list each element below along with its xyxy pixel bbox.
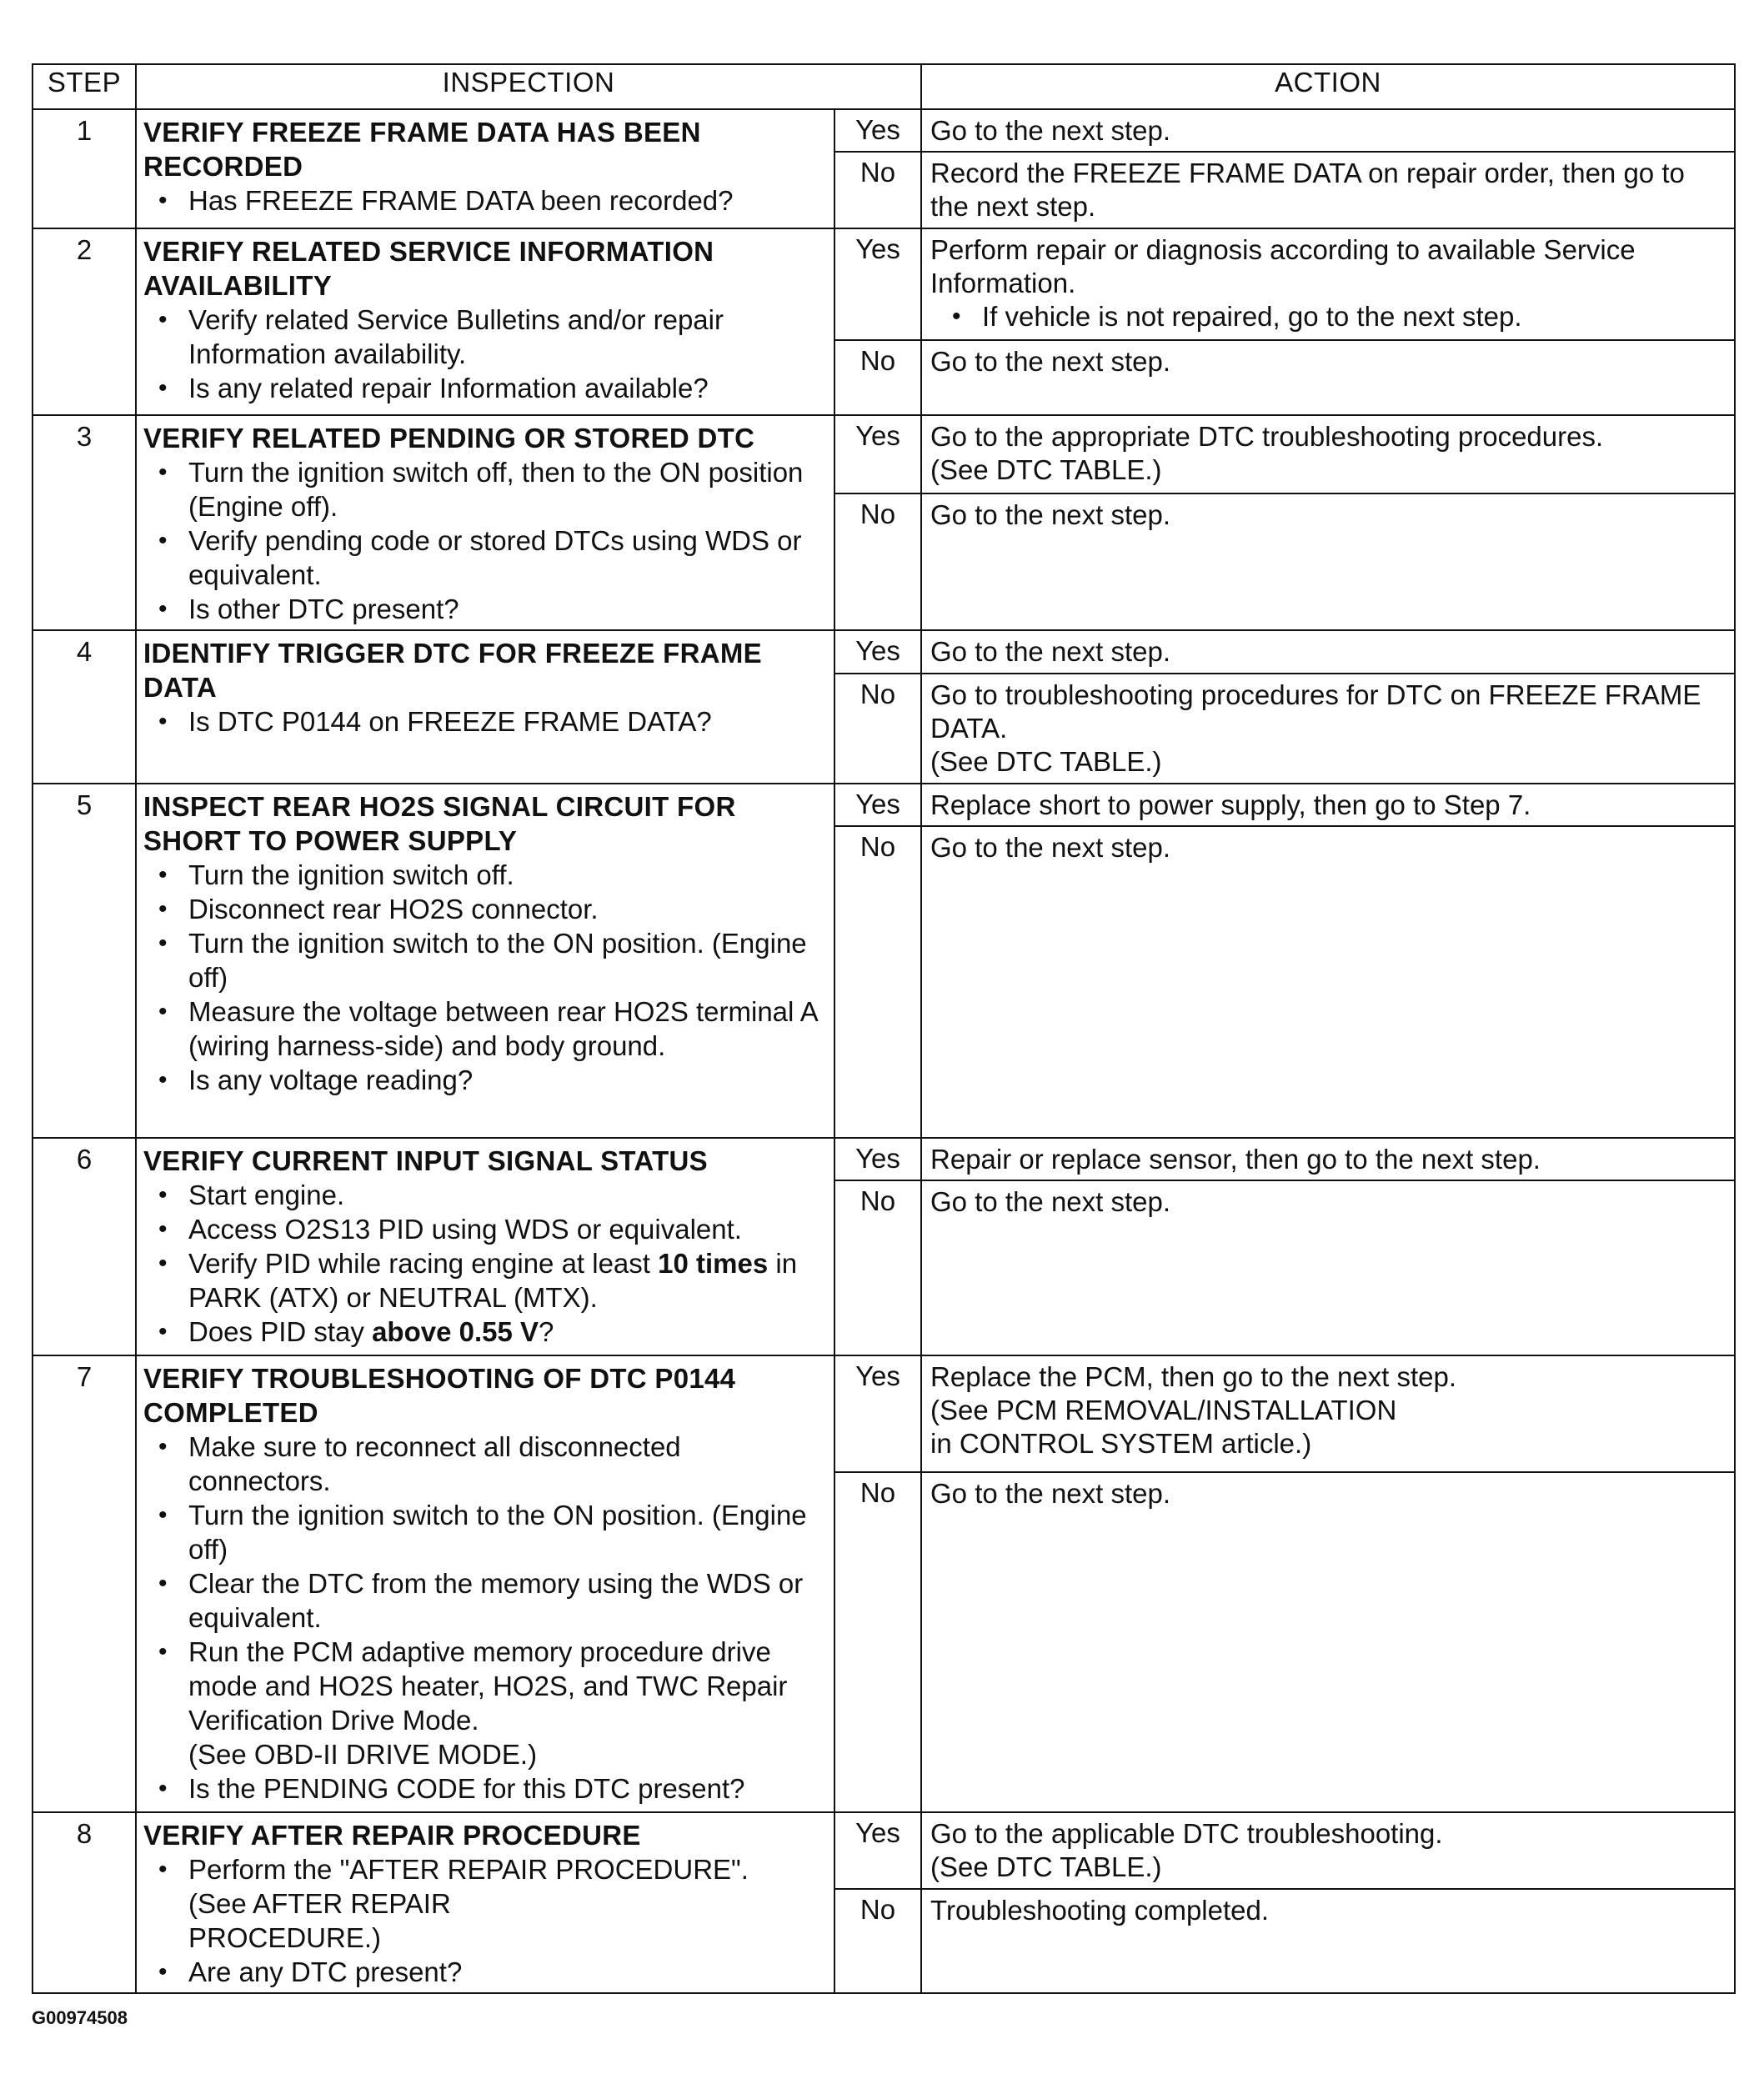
inspection-title: VERIFY CURRENT INPUT SIGNAL STATUS bbox=[143, 1145, 708, 1176]
yes-label: Yes bbox=[834, 784, 921, 826]
inspection-cell bbox=[136, 109, 834, 228]
bullet-item: • Turn the ignition switch to the ON position. (Engine off) bbox=[188, 926, 827, 994]
bullet-item: • Is DTC P0144 on FREEZE FRAME DATA? bbox=[188, 704, 827, 739]
yes-action bbox=[921, 1812, 1735, 1889]
table-row bbox=[33, 1355, 1735, 1472]
no-action bbox=[921, 493, 1735, 630]
bullet-item: • Measure the voltage between rear HO2S terminal A (wiring harness-side) and body ground. bbox=[188, 994, 827, 1063]
yes-action-text: Replace the PCM, then go to the next step. (See PCM REMOVAL/INSTALLATION in CONTROL SYSTEM article.) bbox=[930, 1361, 1457, 1459]
table-row bbox=[33, 630, 1735, 674]
no-action bbox=[921, 152, 1735, 228]
bullet-emphasis: above 0.55 V bbox=[372, 1316, 539, 1347]
yes-action bbox=[921, 109, 1735, 152]
yes-action-text: Go to the appropriate DTC troubleshooting procedures. (See DTC TABLE.) bbox=[930, 421, 1604, 485]
yes-label: Yes bbox=[834, 1355, 921, 1472]
bullet-item: • Has FREEZE FRAME DATA been recorded? bbox=[188, 183, 827, 218]
yes-action-text: Replace short to power supply, then go to Step 7. bbox=[930, 789, 1531, 820]
inspection-bullets bbox=[143, 183, 827, 218]
yes-action bbox=[921, 1138, 1735, 1180]
table-row bbox=[33, 415, 1735, 493]
inspection-cell bbox=[136, 630, 834, 784]
inspection-bullets bbox=[143, 1178, 827, 1349]
inspection-title: VERIFY RELATED SERVICE INFORMATION AVAILABILITY bbox=[143, 236, 714, 301]
bullet-item: • Access O2S13 PID using WDS or equivalent. bbox=[188, 1212, 827, 1246]
table-header-row bbox=[33, 64, 1735, 109]
yes-label: Yes bbox=[834, 415, 921, 493]
bullet-text: in PARK (ATX) or NEUTRAL (MTX). bbox=[188, 1248, 798, 1313]
bullet-item: • Turn the ignition switch to the ON position. (Engine off) bbox=[188, 1498, 827, 1566]
diagnostic-procedure-sheet bbox=[32, 63, 1734, 1994]
inspection-title: INSPECT REAR HO2S SIGNAL CIRCUIT FOR SHORT TO POWER SUPPLY bbox=[143, 791, 736, 856]
yes-action-text: Go to the next step. bbox=[930, 115, 1171, 146]
inspection-bullets bbox=[143, 1852, 827, 1989]
bullet-item: • Turn the ignition switch off. bbox=[188, 858, 827, 892]
inspection-cell bbox=[136, 1355, 834, 1812]
yes-action-text: Go to the applicable DTC troubleshooting. (See DTC TABLE.) bbox=[930, 1818, 1443, 1882]
bullet-emphasis: 10 times bbox=[658, 1248, 769, 1279]
troubleshooting-table bbox=[32, 63, 1736, 1994]
step-number: 8 bbox=[33, 1812, 136, 1993]
yes-action bbox=[921, 1355, 1735, 1472]
step-number: 1 bbox=[33, 109, 136, 228]
bullet-item: • Verify related Service Bulletins and/or repair Information availability. bbox=[188, 303, 827, 371]
no-label: No bbox=[834, 1889, 921, 1993]
no-action bbox=[921, 674, 1735, 784]
step-number: 3 bbox=[33, 415, 136, 630]
step-number: 4 bbox=[33, 630, 136, 784]
table-row bbox=[33, 784, 1735, 826]
bullet-item: • Make sure to reconnect all disconnected connectors. bbox=[188, 1430, 827, 1498]
no-action-text: Go to the next step. bbox=[930, 1186, 1171, 1217]
table-row bbox=[33, 109, 1735, 152]
yes-action bbox=[921, 228, 1735, 340]
inspection-cell bbox=[136, 784, 834, 1138]
header-inspection: INSPECTION bbox=[136, 64, 921, 109]
inspection-title: IDENTIFY TRIGGER DTC FOR FREEZE FRAME DATA bbox=[143, 638, 762, 703]
inspection-title: VERIFY FREEZE FRAME DATA HAS BEEN RECORDED bbox=[143, 117, 701, 182]
header-action: ACTION bbox=[921, 64, 1735, 109]
inspection-cell bbox=[136, 1138, 834, 1355]
no-label: No bbox=[834, 340, 921, 415]
inspection-bullets bbox=[143, 455, 827, 626]
bullet-item: • Start engine. bbox=[188, 1178, 827, 1212]
yes-label: Yes bbox=[834, 1812, 921, 1889]
no-action bbox=[921, 1180, 1735, 1355]
inspection-title: VERIFY TROUBLESHOOTING OF DTC P0144 COMPLETED bbox=[143, 1363, 736, 1428]
bullet-item: • Are any DTC present? bbox=[188, 1955, 827, 1989]
inspection-bullets bbox=[143, 1430, 827, 1806]
no-action-text: Go to the next step. bbox=[930, 499, 1171, 530]
yes-action bbox=[921, 784, 1735, 826]
bullet-item: • Turn the ignition switch off, then to the ON position (Engine off). bbox=[188, 455, 827, 524]
no-action-text: Record the FREEZE FRAME DATA on repair order, then go to the next step. bbox=[930, 158, 1685, 222]
bullet-item: • Is any voltage reading? bbox=[188, 1063, 827, 1097]
bullet-item: • Is any related repair Information available? bbox=[188, 371, 827, 405]
bullet-text: Does PID stay bbox=[188, 1316, 373, 1347]
yes-action bbox=[921, 415, 1735, 493]
table-row bbox=[33, 1812, 1735, 1889]
no-action bbox=[921, 826, 1735, 1138]
bullet-text: ? bbox=[539, 1316, 554, 1347]
no-label: No bbox=[834, 152, 921, 228]
inspection-bullets bbox=[143, 303, 827, 405]
bullet-item bbox=[188, 1246, 827, 1315]
bullet-item: • Disconnect rear HO2S connector. bbox=[188, 892, 827, 926]
no-label: No bbox=[834, 674, 921, 784]
inspection-cell bbox=[136, 415, 834, 630]
bullet-item: • Is the PENDING CODE for this DTC present? bbox=[188, 1771, 827, 1806]
yes-label: Yes bbox=[834, 228, 921, 340]
step-number: 7 bbox=[33, 1355, 136, 1812]
inspection-cell bbox=[136, 228, 834, 415]
inspection-cell bbox=[136, 1812, 834, 1993]
header-step: STEP bbox=[33, 64, 136, 109]
no-action-text: Go to the next step. bbox=[930, 346, 1171, 377]
no-label: No bbox=[834, 826, 921, 1138]
no-action-text: Troubleshooting completed. bbox=[930, 1895, 1270, 1926]
inspection-bullets bbox=[143, 858, 827, 1097]
yes-action bbox=[921, 630, 1735, 674]
bullet-item: • Verify pending code or stored DTCs using WDS or equivalent. bbox=[188, 524, 827, 592]
yes-label: Yes bbox=[834, 630, 921, 674]
bullet-item: • Clear the DTC from the memory using the WDS or equivalent. bbox=[188, 1566, 827, 1635]
bullet-item: • Run the PCM adaptive memory procedure drive mode and HO2S heater, HO2S, and TWC Repair Verification Drive Mode. (See OBD-II DRIVE MODE.) bbox=[188, 1635, 827, 1771]
inspection-title: VERIFY RELATED PENDING OR STORED DTC bbox=[143, 423, 755, 453]
bullet-item bbox=[188, 1315, 827, 1349]
yes-action-text: Repair or replace sensor, then go to the next step. bbox=[930, 1144, 1541, 1175]
no-action bbox=[921, 340, 1735, 415]
yes-action-text: Go to the next step. bbox=[930, 636, 1171, 667]
no-label: No bbox=[834, 1180, 921, 1355]
no-action bbox=[921, 1472, 1735, 1812]
no-action-text: Go to the next step. bbox=[930, 1478, 1171, 1509]
bullet-text: Verify PID while racing engine at least bbox=[188, 1248, 659, 1279]
action-bullets bbox=[930, 300, 1726, 333]
inspection-title: VERIFY AFTER REPAIR PROCEDURE bbox=[143, 1820, 641, 1851]
no-label: No bbox=[834, 493, 921, 630]
step-number: 5 bbox=[33, 784, 136, 1138]
no-label: No bbox=[834, 1472, 921, 1812]
bullet-item: • Perform the "AFTER REPAIR PROCEDURE". (See AFTER REPAIR PROCEDURE.) bbox=[188, 1852, 827, 1955]
yes-action-text: Perform repair or diagnosis according to available Service Information. bbox=[930, 234, 1636, 298]
no-action-text: Go to troubleshooting procedures for DTC on FREEZE FRAME DATA. (See DTC TABLE.) bbox=[930, 679, 1701, 777]
step-number: 6 bbox=[33, 1138, 136, 1355]
no-action-text: Go to the next step. bbox=[930, 832, 1171, 863]
bullet-item: • Is other DTC present? bbox=[188, 592, 827, 626]
yes-label: Yes bbox=[834, 109, 921, 152]
figure-id: G00974508 bbox=[32, 2007, 128, 2028]
yes-label: Yes bbox=[834, 1138, 921, 1180]
table-row bbox=[33, 1138, 1735, 1180]
inspection-bullets bbox=[143, 704, 827, 739]
no-action bbox=[921, 1889, 1735, 1993]
bullet-item: • If vehicle is not repaired, go to the next step. bbox=[982, 300, 1726, 333]
step-number: 2 bbox=[33, 228, 136, 415]
table-row bbox=[33, 228, 1735, 340]
